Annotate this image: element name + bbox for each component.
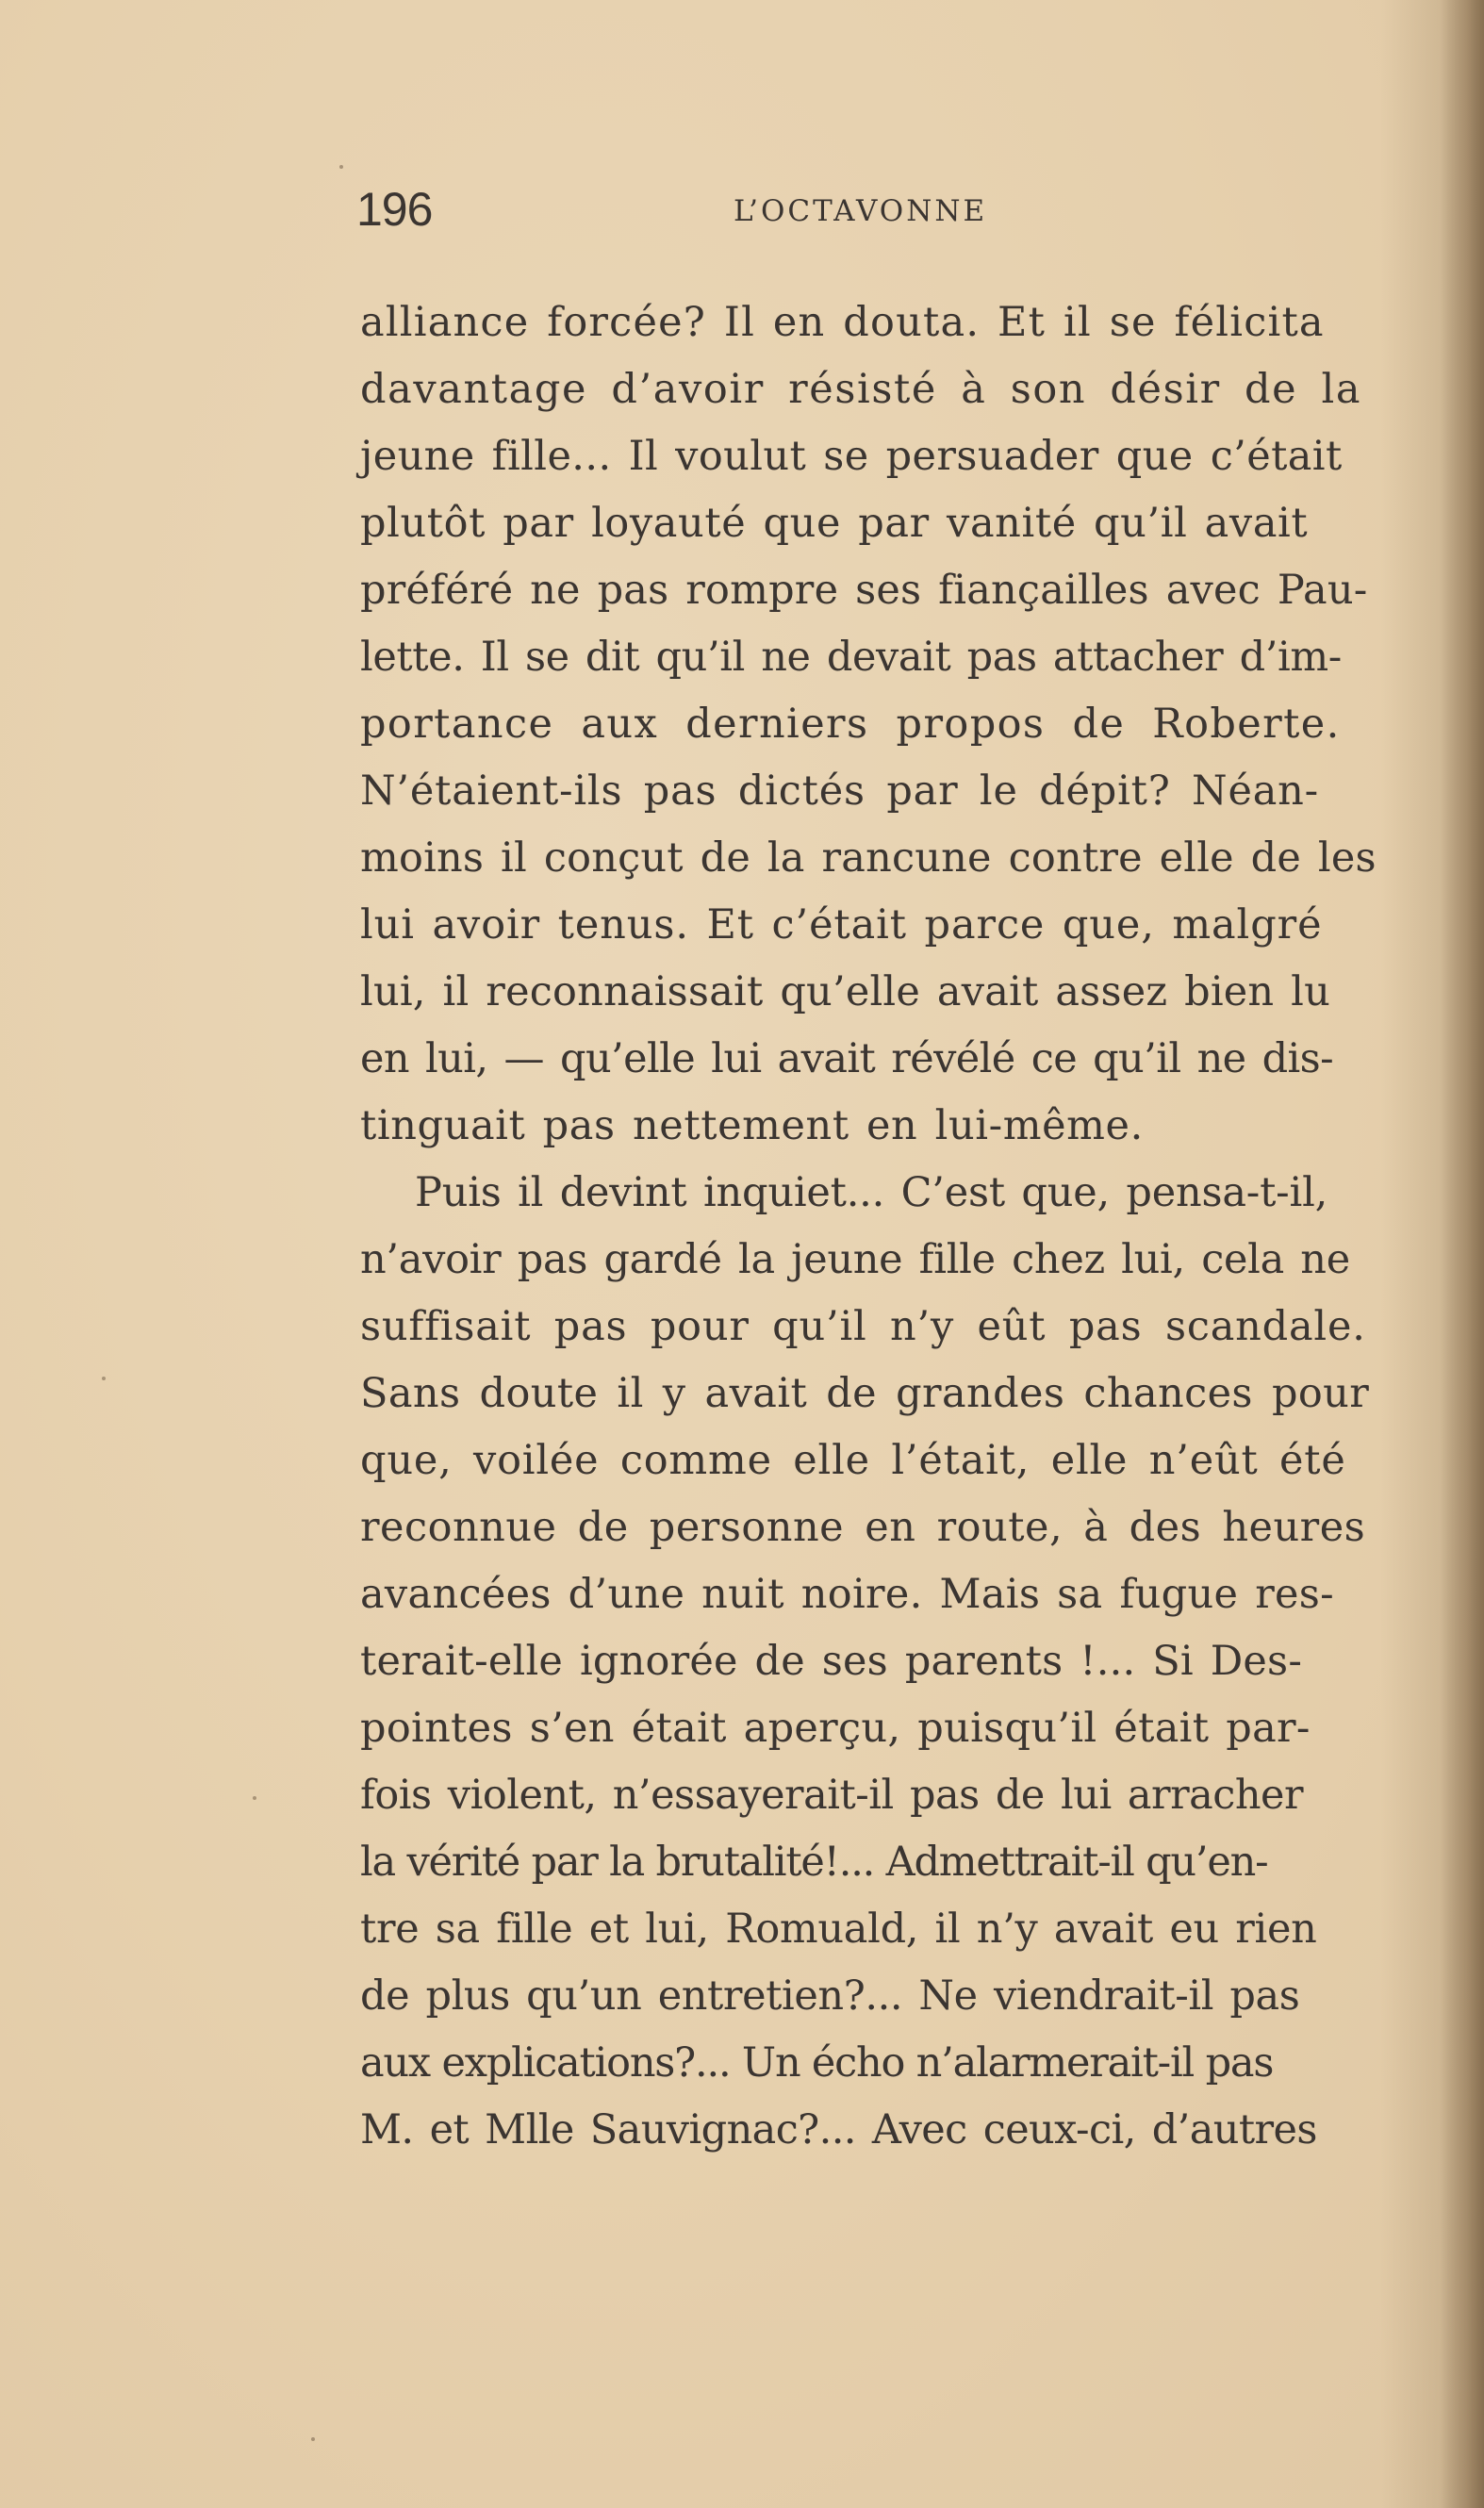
text-line: fois violent, n’essayerait-il pas de lui arracher (360, 1772, 1304, 1819)
text-line: N’étaient-ils pas dictés par le dépit? Néan- (360, 767, 1319, 815)
text-line: plutôt par loyauté que par vanité qu’il avait (360, 500, 1309, 547)
page-number: 196 (356, 183, 433, 236)
body-text (360, 289, 1426, 2164)
text-line: Sans doute il y avait de grandes chances pour (360, 1370, 1370, 1417)
text-line: reconnue de personne en route, à des heures (360, 1504, 1366, 1551)
paper-speck (253, 1796, 256, 1800)
text-line: n’avoir pas gardé la jeune fille chez lui, cela ne (360, 1236, 1350, 1283)
text-line: tinguait pas nettement en lui-même. (360, 1102, 1144, 1149)
text-line: en lui, — qu’elle lui avait révélé ce qu’il ne dis- (360, 1035, 1334, 1082)
text-line: lui avoir tenus. Et c’était parce que, malgré (360, 901, 1323, 949)
text-line: préféré ne pas rompre ses fiançailles avec Pau- (360, 567, 1368, 614)
page-header (356, 181, 1035, 247)
text-line: avancées d’une nuit noire. Mais sa fugue res- (360, 1571, 1334, 1618)
text-line: M. et Mlle Sauvignac?... Avec ceux-ci, d’autres (360, 2106, 1317, 2153)
running-title: L’OCTAVONNE (734, 194, 988, 228)
text-line: que, voilée comme elle l’était, elle n’eût été (360, 1437, 1346, 1484)
text-line: tre sa fille et lui, Romuald, il n’y avait eu rien (360, 1906, 1317, 1953)
text-line: jeune fille... Il voulut se persuader que c’était (360, 433, 1343, 480)
paper-speck (339, 165, 343, 169)
text-line: portance aux derniers propos de Roberte. (360, 701, 1341, 748)
text-line: terait-elle ignorée de ses parents !... Si Des- (360, 1638, 1303, 1685)
text-line: Puis il devint inquiet... C’est que, pensa-t-il, (415, 1169, 1328, 1216)
text-line: moins il conçut de la rancune contre elle de les (360, 834, 1377, 882)
text-line: la vérité par la brutalité!... Admettrait-il qu’en- (360, 1839, 1268, 1886)
text-line: aux explications?... Un écho n’alarmerait-il pas (360, 2039, 1274, 2087)
text-line: lette. Il se dit qu’il ne devait pas attacher d’im- (360, 634, 1342, 681)
text-line: davantage d’avoir résisté à son désir de la (360, 366, 1362, 413)
text-line: pointes s’en était aperçu, puisqu’il était par- (360, 1705, 1311, 1752)
text-line: suffisait pas pour qu’il n’y eût pas scandale. (360, 1303, 1366, 1350)
text-line: alliance forcée? Il en douta. Et il se félicita (360, 299, 1325, 346)
paper-speck (102, 1377, 106, 1380)
page-edge-shadow (1441, 0, 1484, 2508)
paper-speck (311, 2437, 315, 2441)
text-line: de plus qu’un entretien?... Ne viendrait-il pas (360, 1972, 1300, 2020)
text-line: lui, il reconnaissait qu’elle avait assez bien lu (360, 968, 1331, 1015)
